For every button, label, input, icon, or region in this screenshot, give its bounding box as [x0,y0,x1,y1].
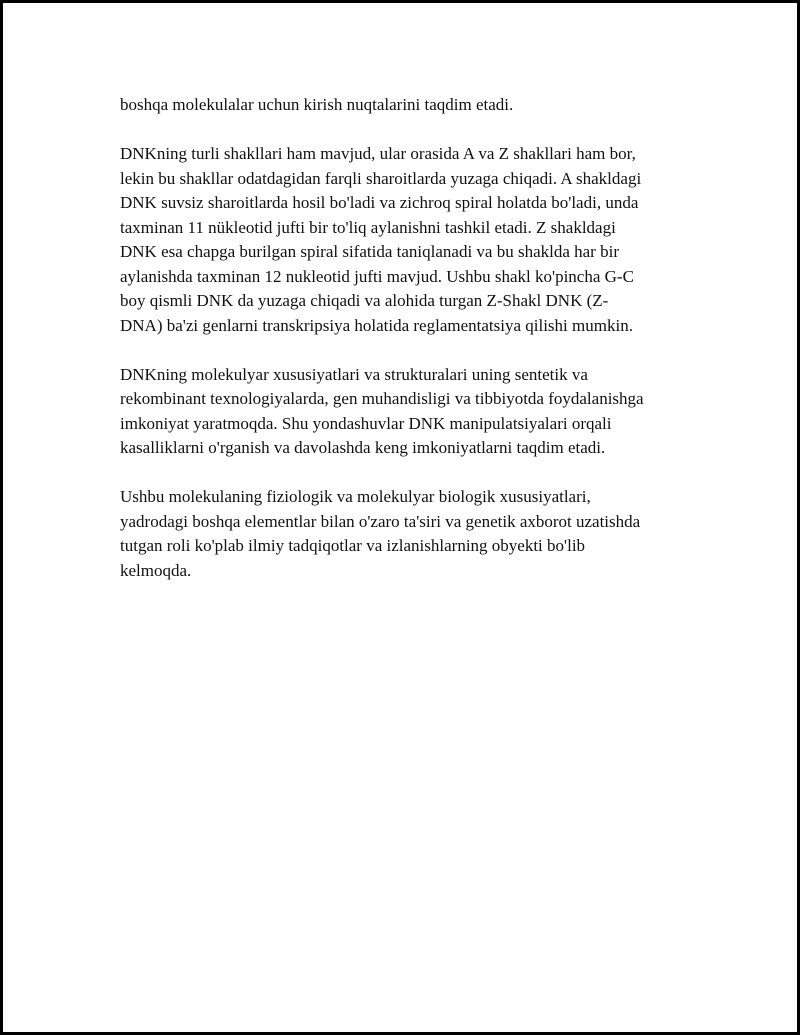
paragraph-3: DNKning molekulyar xususiyatlari va strukturalari uning sentetik va rekombinant texnologiyalarda, gen muhandisligi va tibbiyotda foydalanishga imkoniyat yaratmoqda. Shu yondashuvlar DNK manipulatsiyalari orqali kasalliklarni o'rganish va davolashda keng imkoniyatlarni taqdim etadi. [120,364,644,457]
paragraph-1: boshqa molekulalar uchun kirish nuqtalarini taqdim etadi. [120,95,514,114]
paragraph-4: Ushbu molekulaning fiziologik va molekulyar biologik xususiyatlari, yadrodagi boshqa elementlar bilan o'zaro ta'siri va genetik axborot uzatishda tutgan roli ko'plab ilmiy tadqiqotlar va izlanishlarning obyekti bo'lib kelmoqda. [120,487,641,580]
paragraph-2: DNKning turli shakllari ham mavjud, ular orasida A va Z shakllari ham bor, lekin bu shakllar odatdagidan farqli sharoitlarda yuzaga chiqadi. A shakldagi DNK suvsiz sharoitlarda hosil bo'ladi va zichroq spiral holatda bo'ladi, unda taxminan 11 nükleotid jufti bir to'liq aylanishni tashkil etadi. Z shakldagi DNK esa chapga burilgan spiral sifatida taniqlanadi va bu shaklda har bir aylanishda taxminan 12 nukleotid jufti mavjud. Ushbu shakl ko'pincha G-C boy qismli DNK da yuzaga chiqadi va alohida turgan Z-Shakl DNK (Z- DNA) ba'zi genlarni transkripsiya holatida reglamentatsiya qilishi mumkin. [120,144,642,335]
document-body [120,93,692,608]
